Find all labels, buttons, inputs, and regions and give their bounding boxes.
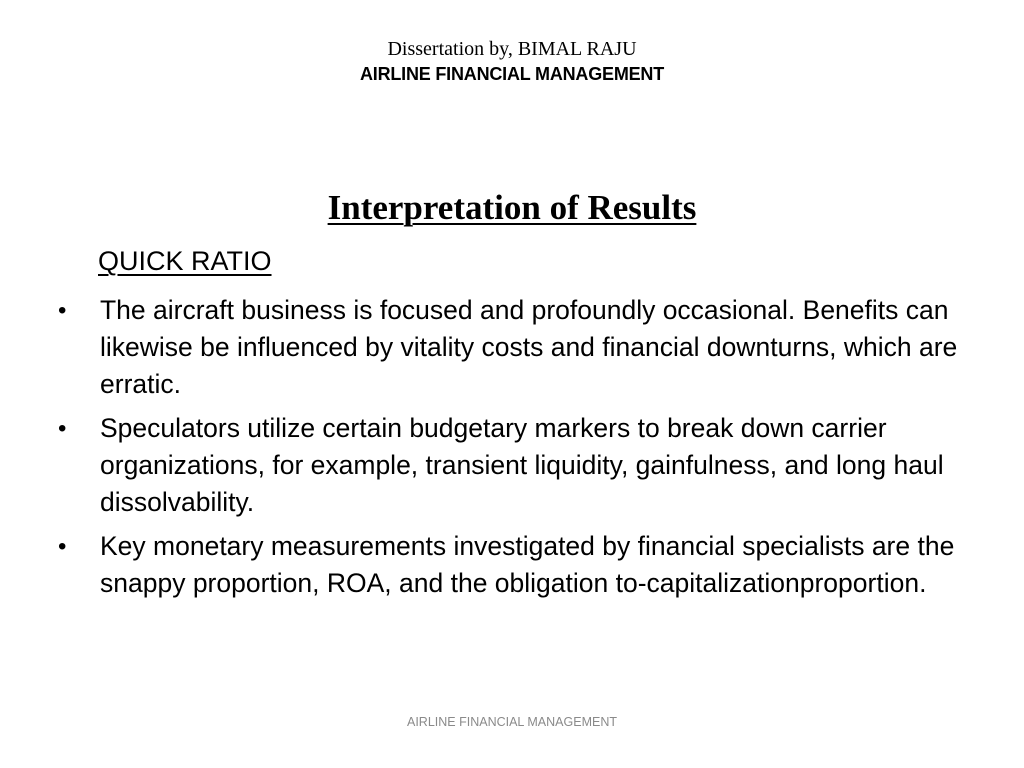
bullet-text: Key monetary measurements investigated by financial specialists are the snappy proportion, ROA, and the obligation to-capitalizationproportion. <box>100 531 955 598</box>
bullet-icon: • <box>58 533 67 560</box>
slide-title <box>0 186 1024 230</box>
bullet-text: Speculators utilize certain budgetary markers to break down carrier organizations, for example, transient liquidity, gainfulness, and long haul dissolvability. <box>100 413 944 517</box>
bullet-icon: • <box>58 415 67 442</box>
slide-footer: AIRLINE FINANCIAL MANAGEMENT <box>407 715 617 729</box>
slide-header <box>0 36 1024 86</box>
bullet-text: The aircraft business is focused and profoundly occasional. Benefits can likewise be influenced by vitality costs and financial downturns, which are erratic. <box>100 295 958 399</box>
header-author-line: Dissertation by, BIMAL RAJU <box>387 38 637 60</box>
slide-title-text: Interpretation of Results <box>327 188 697 227</box>
bullet-item <box>56 292 986 403</box>
header-course-line: AIRLINE FINANCIAL MANAGEMENT <box>359 64 665 84</box>
bullet-item <box>56 528 986 602</box>
section-subtitle: QUICK RATIO <box>98 246 272 276</box>
bullet-icon: • <box>58 297 67 324</box>
bullet-list <box>56 292 986 609</box>
bullet-item <box>56 410 986 521</box>
